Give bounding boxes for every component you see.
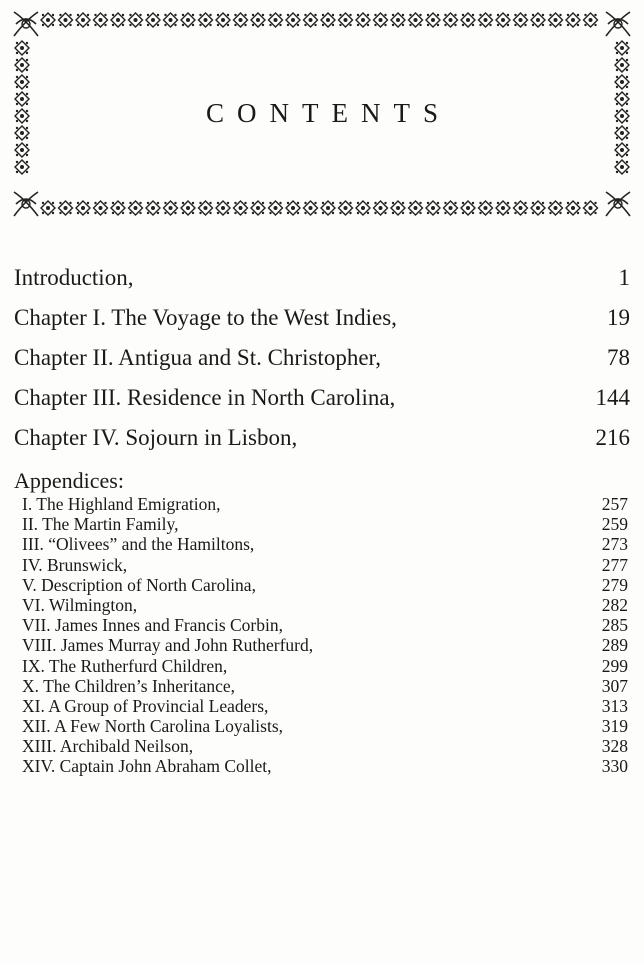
appendix-entry-page: 277 <box>601 554 628 575</box>
border-ornament-icon <box>304 13 318 27</box>
border-ornament-icon <box>615 75 629 89</box>
border-ornament-icon <box>479 201 493 215</box>
border-ornament-icon <box>41 13 55 27</box>
toc-entry[interactable] <box>14 306 632 346</box>
border-ornament-icon <box>549 13 563 27</box>
toc-entry[interactable] <box>14 386 632 426</box>
border-ornament-icon <box>566 13 580 27</box>
border-ornament-icon <box>59 201 73 215</box>
appendix-entry-page: 279 <box>601 574 628 595</box>
border-ornament-icon <box>374 13 388 27</box>
appendix-entry-page: 328 <box>601 736 628 757</box>
border-ornament-icon <box>146 201 160 215</box>
toc-entry-label: Chapter I. The Voyage to the West Indies, <box>14 305 397 330</box>
border-ornament-icon <box>15 143 29 157</box>
border-ornament-icon <box>496 13 510 27</box>
border-ornament-icon <box>234 13 248 27</box>
appendix-entry[interactable] <box>14 555 632 575</box>
border-ornament-icon <box>304 201 318 215</box>
border-ornament-icon <box>531 201 545 215</box>
corner-flourish-icon <box>606 192 630 216</box>
border-ornament-icon <box>286 13 300 27</box>
appendices-heading: Appendices: <box>14 468 124 493</box>
border-ornament-icon <box>566 201 580 215</box>
appendix-entry[interactable] <box>14 676 632 696</box>
ornamental-border <box>8 6 636 222</box>
appendix-entry-page: 282 <box>601 594 628 615</box>
toc-entry-label: Chapter IV. Sojourn in Lisbon, <box>14 425 298 450</box>
appendix-entry-label: XIII. Archibald Neilson, <box>22 736 194 757</box>
border-ornament-icon <box>199 201 213 215</box>
border-ornament-icon <box>339 201 353 215</box>
border-ornament-icon <box>391 201 405 215</box>
border-ornament-icon <box>111 201 125 215</box>
appendix-entry-label: XII. A Few North Carolina Loyalists, <box>22 716 284 737</box>
border-ornament-icon <box>129 201 143 215</box>
border-ornament-icon <box>234 201 248 215</box>
border-ornament-icon <box>164 13 178 27</box>
border-ornament-icon <box>269 201 283 215</box>
appendix-entry[interactable] <box>14 514 632 534</box>
border-ornament-icon <box>374 201 388 215</box>
appendix-entry[interactable] <box>14 595 632 615</box>
appendix-entry-label: VIII. James Murray and John Rutherfurd, <box>22 635 314 656</box>
toc-entry-page: 78 <box>607 345 630 370</box>
border-ornament-icon <box>549 201 563 215</box>
chapter-list <box>14 266 632 466</box>
border-ornament-icon <box>111 13 125 27</box>
border-ornament-icon <box>15 41 29 55</box>
border-ornament-icon <box>426 201 440 215</box>
appendix-entry-label: IV. Brunswick, <box>22 554 128 575</box>
border-ornament-icon <box>59 13 73 27</box>
appendix-entry-label: V. Description of North Carolina, <box>22 574 256 595</box>
border-ornament-icon <box>339 13 353 27</box>
appendix-entry-label: IX. The Rutherfurd Children, <box>22 655 228 676</box>
corner-flourish-icon <box>14 192 38 216</box>
border-ornament-icon <box>181 13 195 27</box>
corner-flourish-icon <box>14 12 38 36</box>
appendix-entry[interactable] <box>14 696 632 716</box>
appendix-entry[interactable] <box>14 534 632 554</box>
border-ornament-icon <box>94 201 108 215</box>
border-ornament-icon <box>216 201 230 215</box>
appendix-entry-label: VI. Wilmington, <box>22 594 138 615</box>
toc-entry-page: 144 <box>595 385 630 410</box>
appendix-entry-label: XI. A Group of Provincial Leaders, <box>22 695 269 716</box>
border-ornament-icon <box>129 13 143 27</box>
border-ornament-icon <box>251 201 265 215</box>
border-ornament-icon <box>444 201 458 215</box>
border-ornament-icon <box>615 143 629 157</box>
border-ornament-icon <box>615 58 629 72</box>
border-ornament-icon <box>251 13 265 27</box>
border-ornament-icon <box>199 13 213 27</box>
border-ornament-icon <box>531 13 545 27</box>
appendix-entry-label: XIV. Captain John Abraham Collet, <box>22 756 272 777</box>
appendix-entry-page: 319 <box>601 716 628 737</box>
border-ornament-icon <box>461 13 475 27</box>
border-ornament-icon <box>15 75 29 89</box>
toc-entry[interactable] <box>14 346 632 386</box>
toc-entry-page: 216 <box>595 425 630 450</box>
border-ornament-icon <box>356 201 370 215</box>
appendix-entry-page: 273 <box>601 534 628 555</box>
appendix-entry-label: I. The Highland Emigration, <box>22 494 221 514</box>
appendix-entry[interactable] <box>14 494 632 514</box>
corner-flourish-icon <box>606 12 630 36</box>
border-ornament-icon <box>15 58 29 72</box>
appendix-entry-page: 285 <box>601 615 628 636</box>
toc-entry-label: Introduction, <box>14 265 134 290</box>
toc-entry-label: Chapter II. Antigua and St. Christopher, <box>14 345 382 370</box>
border-ornament-icon <box>444 13 458 27</box>
appendix-entry[interactable] <box>14 575 632 595</box>
border-ornament-icon <box>41 201 55 215</box>
appendix-entry-label: III. “Olivees” and the Hamiltons, <box>22 534 255 555</box>
appendix-entry-page: 313 <box>601 695 628 716</box>
border-ornament-icon <box>15 160 29 174</box>
appendix-list <box>14 494 632 777</box>
border-ornament-icon <box>76 13 90 27</box>
appendix-entry[interactable] <box>14 756 632 776</box>
border-ornament-icon <box>146 13 160 27</box>
border-ornament-icon <box>584 13 598 27</box>
appendix-entry[interactable] <box>14 615 632 635</box>
table-of-contents <box>14 266 632 777</box>
border-ornament-icon <box>391 13 405 27</box>
appendix-entry-label: VII. James Innes and Francis Corbin, <box>22 615 283 636</box>
border-ornament-icon <box>286 201 300 215</box>
border-ornament-icon <box>496 201 510 215</box>
border-ornament-icon <box>94 13 108 27</box>
border-ornament-icon <box>409 13 423 27</box>
border-ornament-icon <box>356 13 370 27</box>
toc-entry-page: 19 <box>607 305 630 330</box>
toc-entry-page: 1 <box>618 265 630 290</box>
appendix-entry-page: 289 <box>601 635 628 656</box>
toc-entry[interactable] <box>14 426 632 466</box>
border-ornament-icon <box>615 160 629 174</box>
border-ornament-icon <box>321 13 335 27</box>
border-ornament-icon <box>514 13 528 27</box>
toc-entry-label: Chapter III. Residence in North Carolina, <box>14 385 396 410</box>
border-ornament-icon <box>164 201 178 215</box>
appendix-entry[interactable] <box>14 656 632 676</box>
appendix-entry[interactable] <box>14 635 632 655</box>
border-ornament-icon <box>181 201 195 215</box>
border-ornament-icon <box>584 201 598 215</box>
appendix-entry-label: X. The Children’s Inheritance, <box>22 675 236 696</box>
appendix-entry-page: 259 <box>601 514 628 535</box>
border-ornament-icon <box>615 41 629 55</box>
border-ornament-icon <box>76 201 90 215</box>
border-ornament-icon <box>479 13 493 27</box>
appendix-entry-page: 330 <box>601 756 628 777</box>
border-ornament-icon <box>216 13 230 27</box>
border-ornament-icon <box>514 201 528 215</box>
appendix-entry-page: 257 <box>601 494 628 514</box>
border-ornament-icon <box>461 201 475 215</box>
appendix-entry[interactable] <box>14 716 632 736</box>
border-ornament-icon <box>269 13 283 27</box>
appendix-entry[interactable] <box>14 736 632 756</box>
border-ornament-icon <box>321 201 335 215</box>
page-title: CONTENTS <box>206 98 451 128</box>
appendix-entry-page: 307 <box>601 675 628 696</box>
toc-entry[interactable] <box>14 266 632 306</box>
border-ornament-icon <box>426 13 440 27</box>
appendix-entry-label: II. The Martin Family, <box>22 514 179 535</box>
appendix-entry-page: 299 <box>601 655 628 676</box>
border-ornament-icon <box>409 201 423 215</box>
